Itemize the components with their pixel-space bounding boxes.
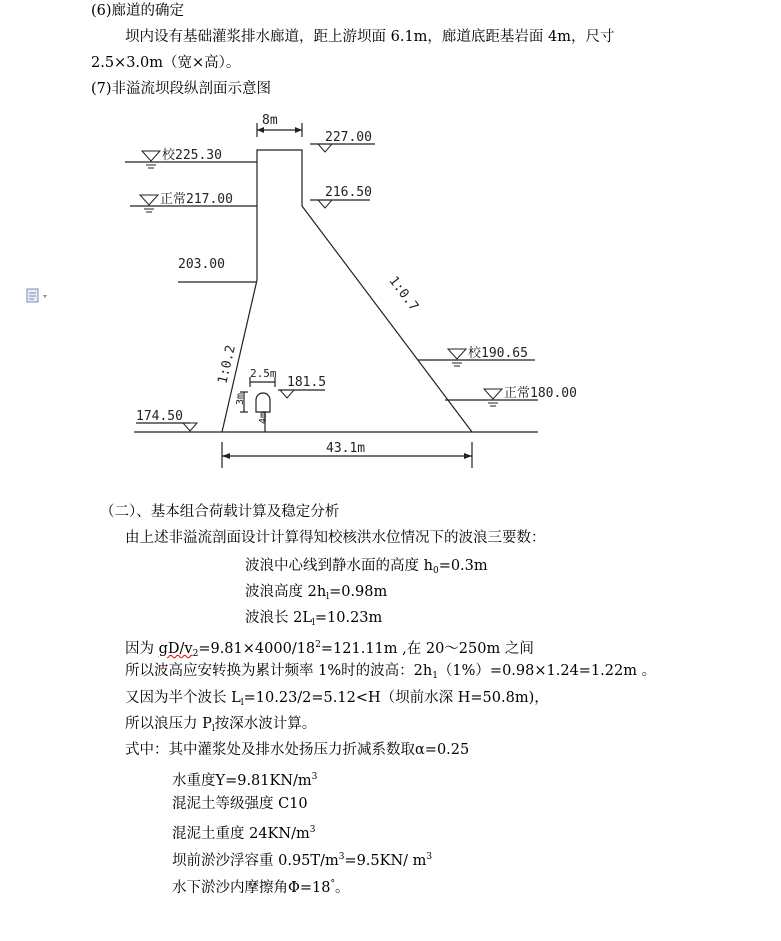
water-level-triangle-icon: [318, 144, 332, 152]
water-level-triangle-icon: [140, 195, 158, 212]
section6-heading: (6)廊道的确定: [91, 3, 185, 19]
gallery-width-label: 2.5m: [250, 367, 277, 380]
crest-width-label: 8m: [262, 113, 278, 128]
normal-level-upstream-label: 正常217.00: [160, 192, 233, 207]
elevation-181-label: 181.5: [287, 375, 327, 390]
gallery-opening: [256, 393, 270, 412]
gallery-height-label: 3m: [235, 392, 246, 405]
water-level-triangle-icon: [183, 423, 197, 431]
downstream-slope-label: 1:0.7: [385, 273, 422, 315]
elevation-216-label: 216.50: [325, 185, 372, 200]
water-level-triangle-icon: [280, 390, 294, 398]
fetch-ratio-line: 因为 $gD/v_2=9.81\times 4000/18^2=121.11m$ ,在 20～250m 之间: [125, 640, 534, 659]
elevation-174-label: 174.50: [136, 409, 183, 424]
section6-paragraph-line1: 坝内设有基础灌浆排水廊道，距上游坝面 6.1m，廊道底距基岩面 4m，尺寸: [125, 29, 615, 45]
water-level-triangle-icon: [484, 389, 502, 406]
check-level-downstream-label: 校190.65: [468, 346, 528, 361]
concrete-grade-line: 混泥土等级强度 C10: [172, 796, 308, 812]
normal-level-downstream-label: 正常180.00: [504, 386, 577, 401]
water-weight-line: 水重度$Y=9.81KN/m^3$: [172, 772, 318, 789]
wave-pressure-line: 所以浪压力 $P_l$按深水波计算。: [125, 716, 317, 734]
gallery-offset-label: 4m: [258, 411, 269, 424]
wave-height-line: 波浪高度 $2h_l=0.98m$: [245, 584, 388, 602]
wave-length-line: 波浪长 $2L_l=10.23m$: [245, 610, 383, 628]
section6-paragraph-line2: 2.5×3.0m（宽×高）。: [91, 55, 241, 71]
water-level-triangle-icon: [318, 200, 332, 208]
water-level-triangle-icon: [142, 151, 160, 168]
section-two-heading: （二）、基本组合荷载计算及稳定分析: [100, 504, 340, 520]
elevation-227-label: 227.00: [325, 130, 372, 145]
reduction-coefficient-line: 式中：其中灌浆处及排水处扬压力折减系数取α=0.25: [125, 742, 470, 758]
section-two-intro: 由上述非溢流剖面设计计算得知校核洪水位情况下的波浪三要数：: [125, 530, 546, 546]
concrete-weight-line: 混泥土重度 $24KN/m^3$: [172, 825, 316, 842]
upstream-slope-label: 1:0.2: [215, 343, 239, 386]
base-width-label: 43.1m: [326, 441, 366, 456]
elevation-203-label: 203.00: [178, 257, 225, 272]
silt-friction-angle-line: 水下淤沙内摩擦角Φ=18°。: [172, 879, 350, 896]
check-level-upstream-label: 校225.30: [162, 148, 222, 163]
silt-weight-line: 坝前淤沙浮容重 $0.95T/m^3=9.5KN/$ $m^3$: [172, 852, 433, 869]
water-level-triangle-icon: [448, 349, 466, 366]
wave-center-height-line: 波浪中心线到静水面的高度 $h_0=0.3m$: [245, 558, 488, 576]
wave-height-conversion-line: 所以波高应安转换为累计频率 1%时的波高：$2h_1(1\%)=0.98\times 1.24=1.22m$ 。: [125, 663, 657, 681]
half-wavelength-line: 又因为半个波长 $L_l=10.23/2=5.12<H$（坝前水深 H=50.8m)，: [125, 690, 549, 708]
section7-heading: (7)非溢流坝段纵剖面示意图: [91, 81, 272, 97]
